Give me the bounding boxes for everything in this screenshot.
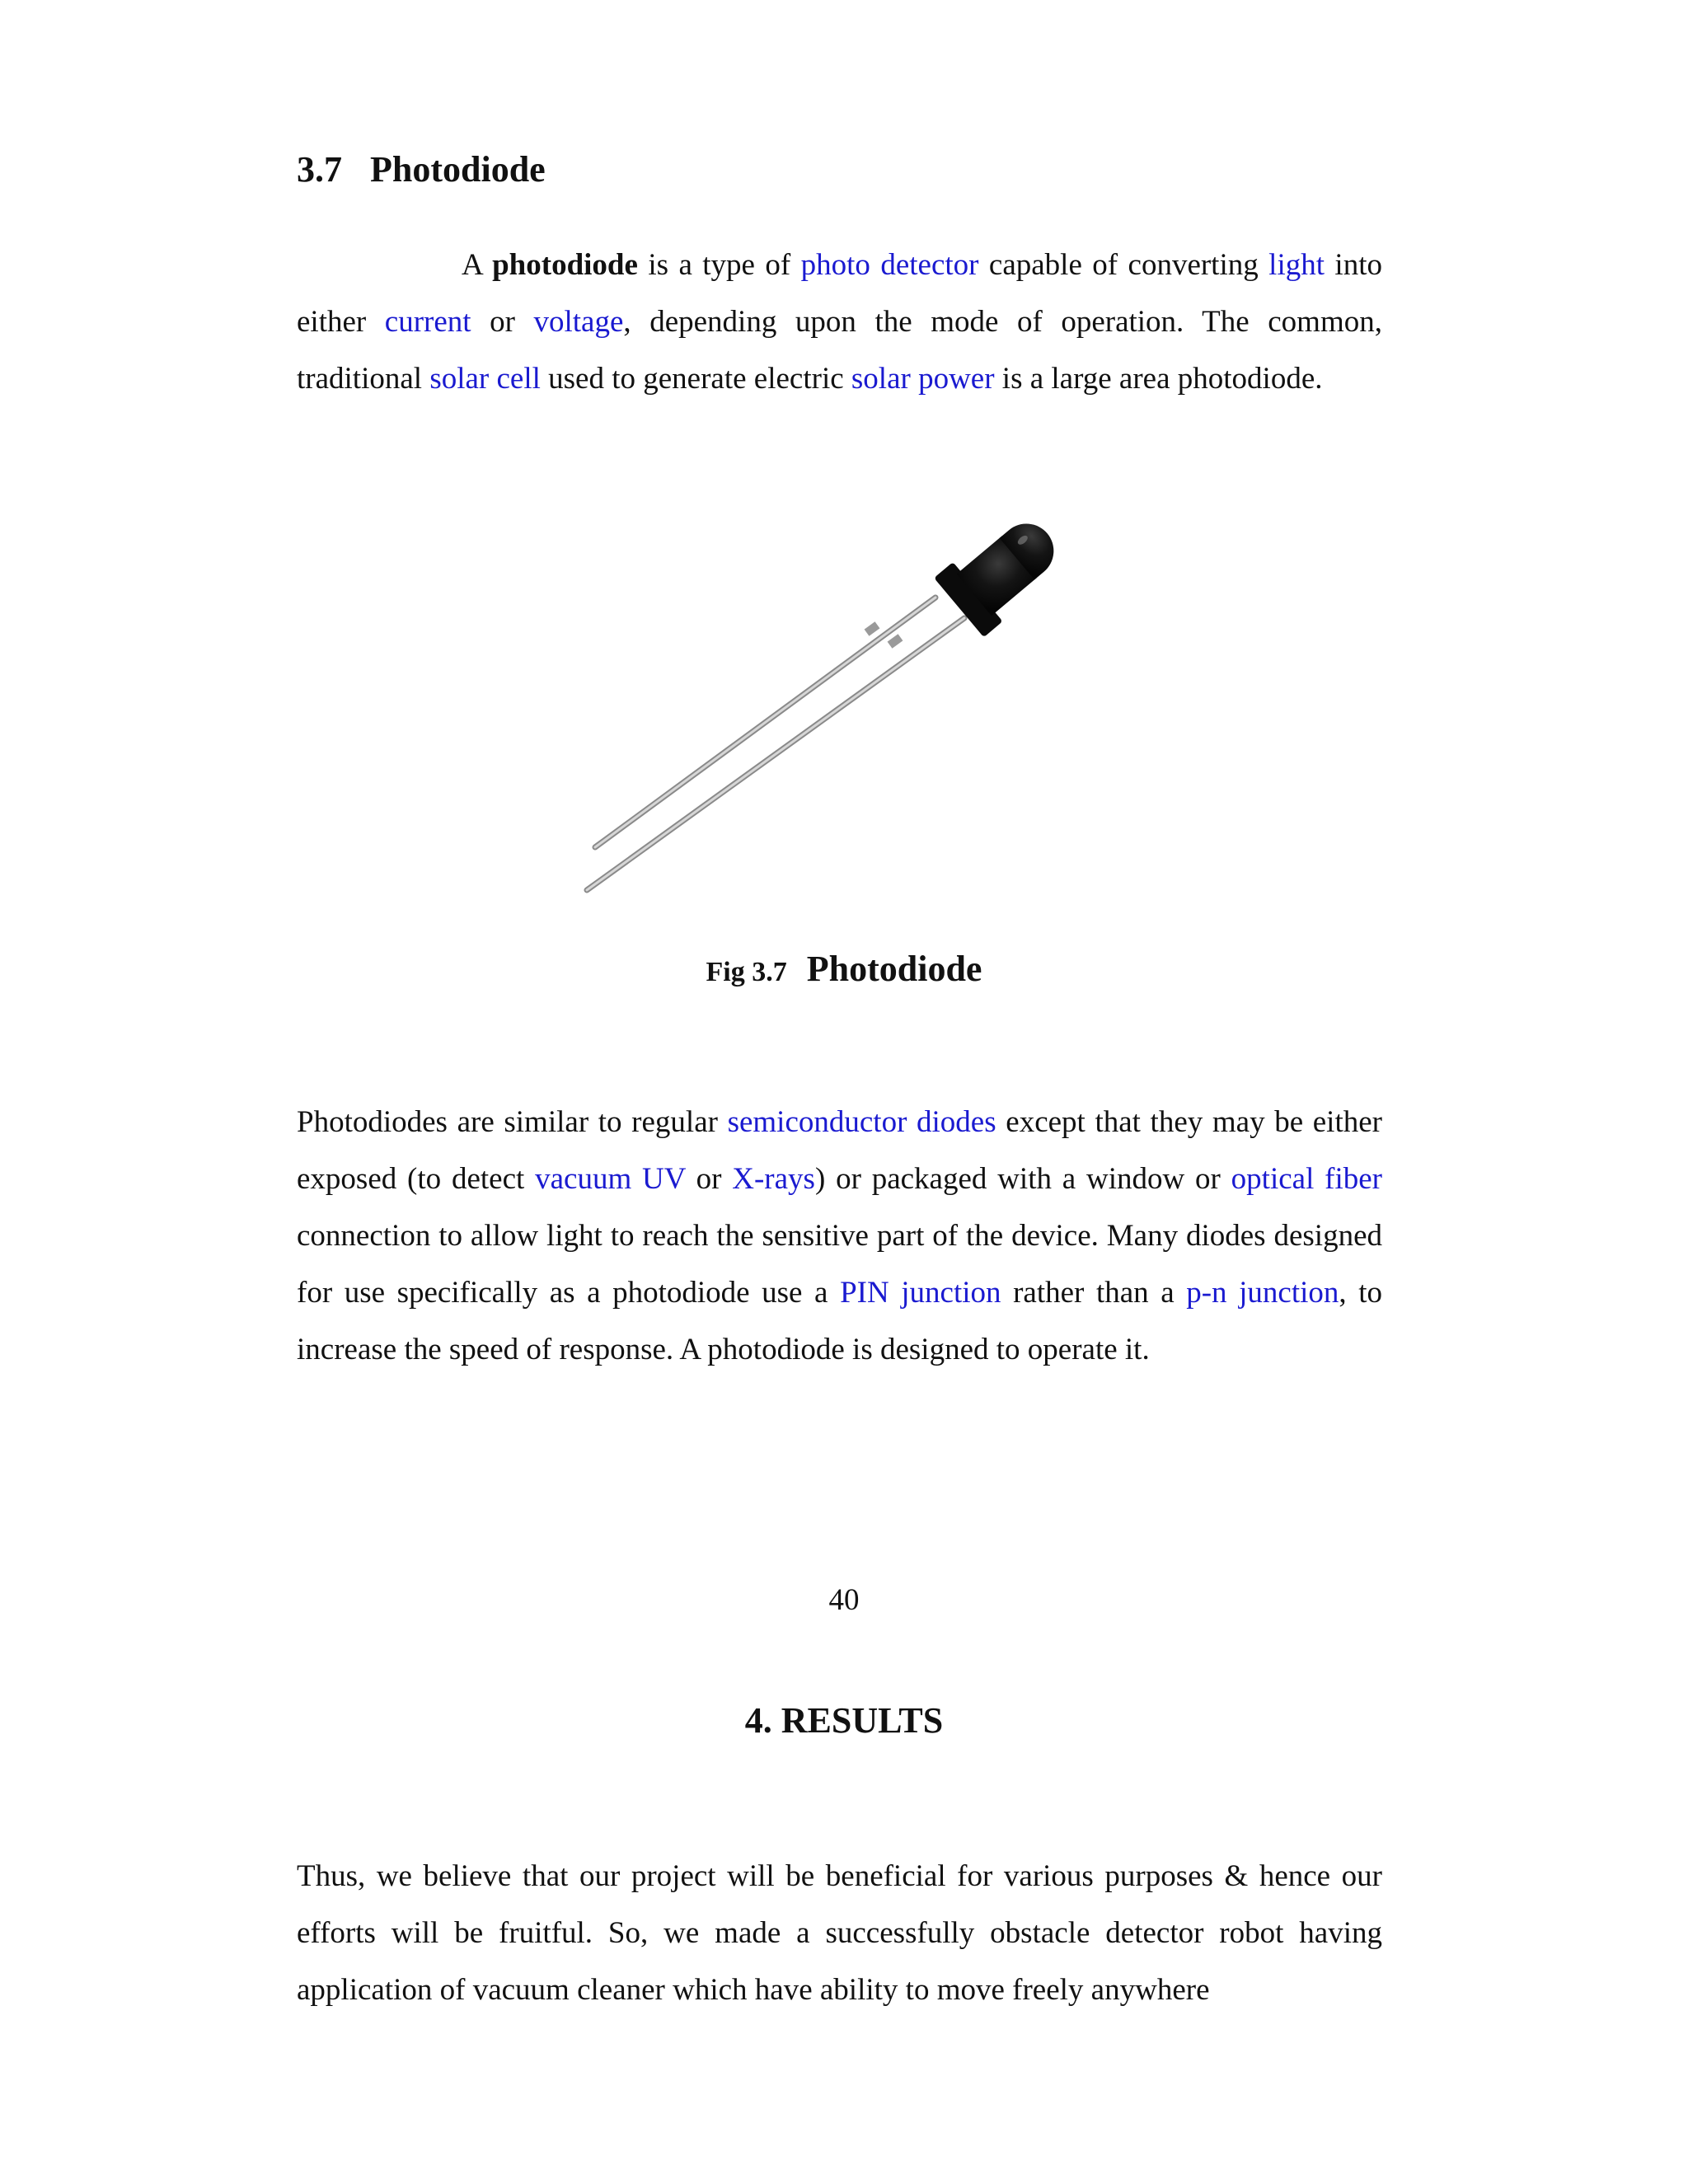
- photodiode-image: [577, 503, 1071, 915]
- text-run: except that they may be either exposed (to detect: [297, 1105, 1382, 1196]
- section-title-photodiode: Photodiode: [370, 149, 546, 190]
- link-pn-junction[interactable]: p-n junction: [1186, 1276, 1339, 1310]
- text-run: A: [462, 248, 493, 282]
- figure-title: Photodiode: [806, 949, 982, 989]
- text-run: capable of converting: [978, 248, 1269, 282]
- text-run: or: [471, 305, 534, 339]
- link-x-rays[interactable]: X-rays: [732, 1162, 815, 1196]
- link-voltage[interactable]: voltage: [533, 305, 624, 339]
- intro-paragraph: [297, 237, 1382, 407]
- photodiode-illustration: [577, 503, 1071, 915]
- link-vacuum-uv[interactable]: vacuum UV: [535, 1162, 686, 1196]
- link-solar-power[interactable]: solar power: [851, 362, 995, 396]
- lead-wires: [587, 598, 964, 890]
- text-run: , to increase the speed of response. A photodiode is designed to operate it.: [297, 1276, 1382, 1366]
- text-run: is a large area photodiode.: [994, 362, 1323, 396]
- figure-caption: [0, 948, 1688, 990]
- text-run: ) or packaged with a window or: [814, 1162, 1231, 1196]
- section-heading: [297, 148, 546, 190]
- text-run: Photodiodes are similar to regular: [297, 1105, 728, 1139]
- text-run: into either: [297, 248, 1382, 339]
- text-run: used to generate electric: [540, 362, 851, 396]
- link-optical-fiber[interactable]: optical fiber: [1231, 1162, 1383, 1196]
- bold-term: photodiode: [492, 248, 638, 282]
- page-number: 40: [828, 1583, 860, 1617]
- figure-label: Fig 3.7: [706, 957, 787, 987]
- link-current[interactable]: current: [384, 305, 471, 339]
- text-run: or: [685, 1162, 733, 1196]
- results-heading: 4. RESULTS: [744, 1700, 944, 1741]
- link-solar-cell[interactable]: solar cell: [429, 362, 541, 396]
- photodiode-body: [934, 504, 1071, 637]
- link-pin-junction[interactable]: PIN junction: [840, 1276, 1001, 1310]
- text-run: , depending upon the mode of operation. The common, traditional: [297, 305, 1382, 396]
- details-paragraph: [297, 1094, 1382, 1378]
- section-number: 3.7: [297, 149, 342, 190]
- text-run: rather than a: [1001, 1276, 1187, 1310]
- results-paragraph: Thus, we believe that our project will be beneficial for various purposes & hence our efforts will be fruitful. So, we made a successfully obstacle detector robot having application of vacuum cleaner which have ability to move freely anywhere: [297, 1859, 1382, 2007]
- text-run: is a type of: [637, 248, 801, 282]
- text-run: connection to allow light to reach the sensitive part of the device. Many diodes designed for use specifically as a photodiode use a: [297, 1219, 1382, 1310]
- link-semiconductor-diodes[interactable]: semiconductor diodes: [727, 1105, 996, 1139]
- link-light[interactable]: light: [1268, 248, 1325, 282]
- link-photo-detector[interactable]: photo detector: [800, 248, 979, 282]
